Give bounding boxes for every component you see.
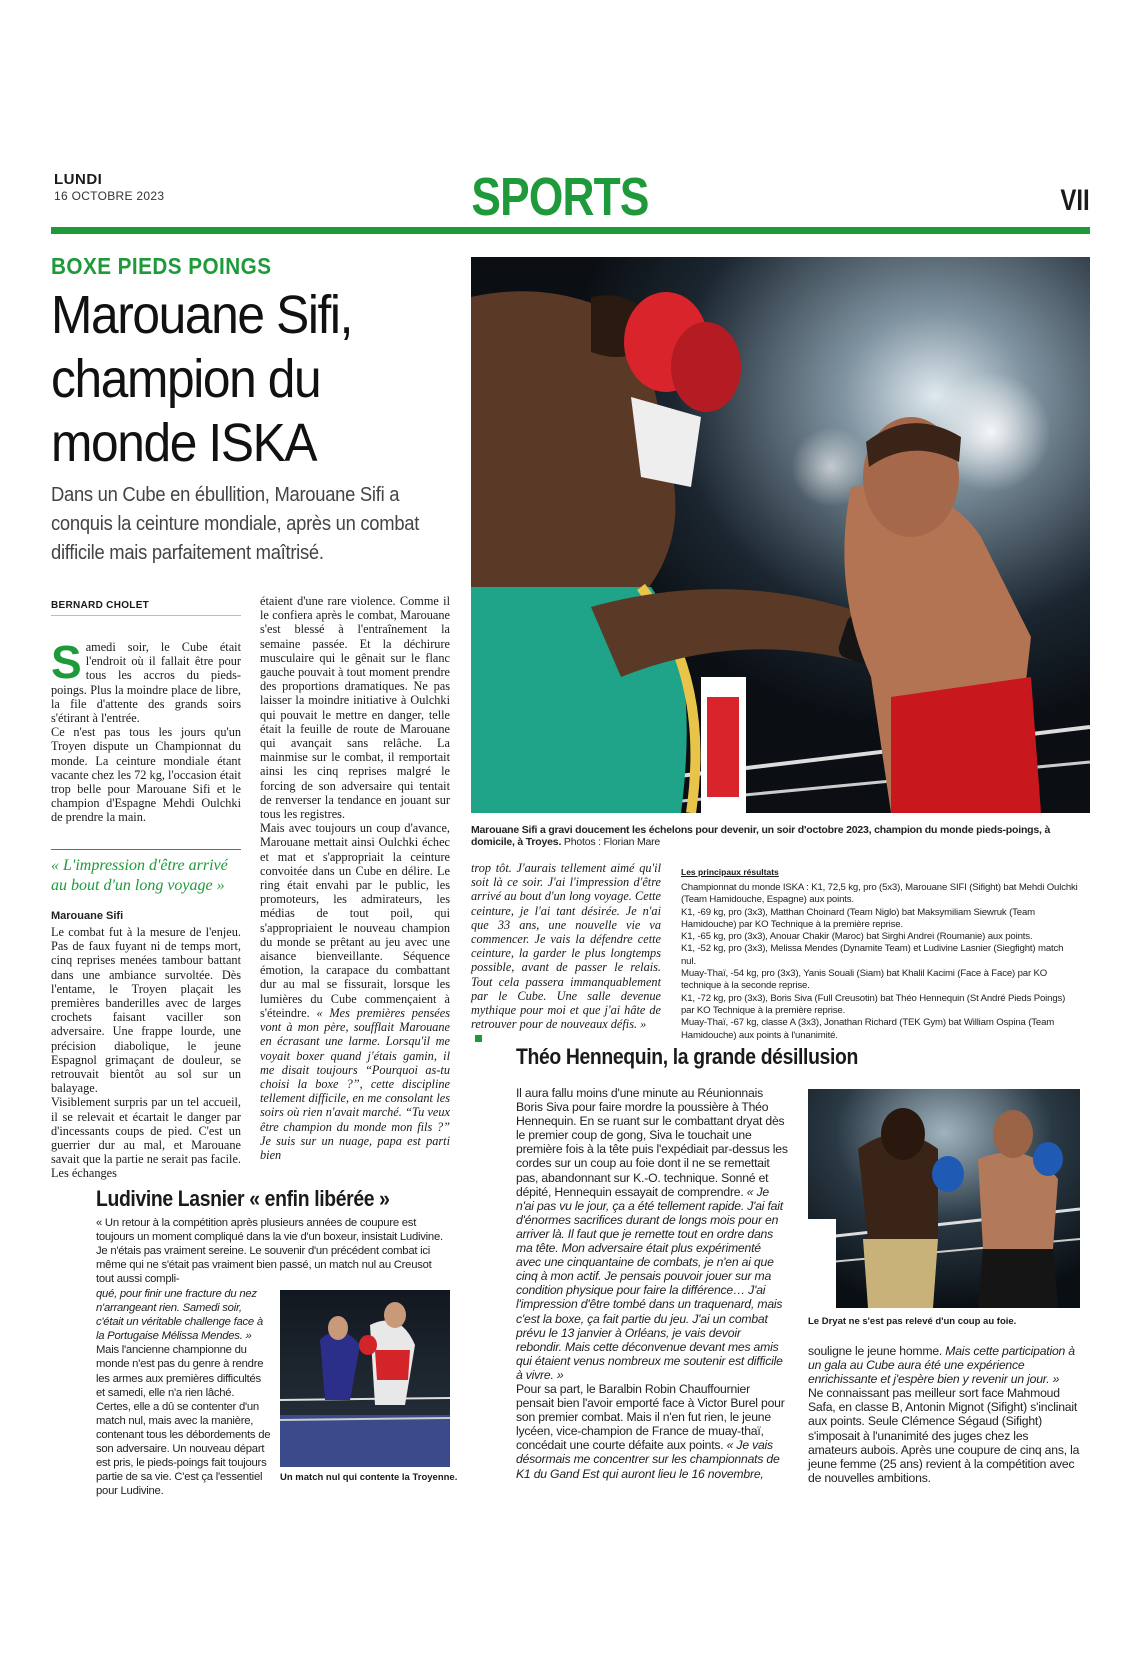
quote-text: trop tôt. J'aurais tellement aimé qu'il soit là ce soir. J'ai l'impression d'être arrivé au bout d'un long voyage. Cette ceinture, je l'ai tant désirée. Je n'ai que 33 ans, une nouvelle vie va commencer. Je vais la défendre cette ceinture, la garder le plus longtemps possible, avant de passer le relais. Tout cela passera immanquablement par le Cube. Une salle devenue mythique pour moi et que j'ai hâte de retrouver pour de nouveaux défis. » xyxy=(471,861,661,1032)
paragraph: Le combat fut à la mesure de l'enjeu. Pas de faux fuyant ni de temps mort, cinq reprises menées tambour battant dans une ambiance survoltée. Dès l'entame, le Troyen plaçait les premières banderilles avec de larges crochets faisant vaciller son adversaire. Une frappe lourde, une précision diabolique, le jeune Espagnol grimaçant de douleur, se retrouvait bientôt au sol sur un balayage. xyxy=(51,925,241,1096)
result-item: K1, -52 kg, pro (3x3), Melissa Mendes (Dynamite Team) et Ludivine Lasnier (Siegfight) match nul. xyxy=(681,943,1064,967)
theo-text-continued xyxy=(808,1344,1080,1485)
paragraph: Ce n'est pas tous les jours qu'un Troyen dispute un Championnat du monde. La ceinture mondiale étant vacante chez les 72 kg, l'occasion était trop belle pour Marouane Sifi et le champion d'Espagne Mehdi Oulchki de prendre la main. xyxy=(51,725,241,825)
header-date: 16 OCTOBRE 2023 xyxy=(54,189,165,203)
paragraph: souligne le jeune homme. xyxy=(808,1344,943,1358)
ludivine-text-top: « Un retour à la compétition après plusieurs années de coupure est toujours un moment compliqué dans la vie d'un boxeur, insistait Ludivine. Je n'étais pas vraiment sereine. Le souvenir d'un précédent combat ici même qui ne s'était pas vraiment bien passé, un match nul au Creusot tout aussi compli- xyxy=(96,1217,443,1286)
ludivine-text xyxy=(96,1287,271,1498)
byline: BERNARD CHOLET xyxy=(51,600,150,611)
quote-text: « Mes premières pensées vont à mon père, soufflait Marouane en écrasant une larme. xyxy=(260,1005,450,1049)
page-number: VII xyxy=(1060,184,1090,217)
photo-credit: Photos : Florian Mare xyxy=(563,836,661,848)
ludivine-photo-illustration xyxy=(280,1290,450,1467)
quote-text: Mais cette participation à un gala au Cube aura été une expérience enrichissante et j'espère bien y revenir un jour. » xyxy=(808,1344,1075,1387)
results-title: Les principaux résultats xyxy=(681,867,779,877)
dropcap: S xyxy=(51,636,82,688)
article-column-1 xyxy=(51,636,241,825)
theo-text xyxy=(516,1086,788,1481)
theo-photo-illustration xyxy=(808,1089,1080,1308)
end-mark-icon xyxy=(475,1035,482,1042)
paragraph: Pour sa part, le Baralbin Robin Chauffournier pensait bien l'avoir emporté face à Victor Burel pour son premier combat. Mais il n'en fut rien, le jeune lycéen, vice-champion de France de muay-thaï, concédait une courte défaite aux points. xyxy=(516,1381,785,1453)
ludivine-photo xyxy=(280,1290,450,1467)
article-headline: Marouane Sifi, champion du monde ISKA xyxy=(51,285,353,473)
main-photo xyxy=(471,257,1090,813)
result-item: Muay-Thaï, -54 kg, pro (3x3), Yanis Souali (Siam) bat Khalil Kacimi (Face à Face) par KO technique à la seconde reprise. xyxy=(681,968,1048,992)
article-column-3 xyxy=(471,861,661,1046)
quote-text: qué, pour finir une fracture du nez n'arrangeant rien. Samedi soir, c'était un véritable challenge face à la Portugaise Mélissa Mendes. » xyxy=(96,1288,263,1343)
result-item: Muay-Thaï, -67 kg, classe A (3x3), Jonathan Richard (TEK Gym) bat William Ospina (Team Hamidouche) aux points à l'unanimité. xyxy=(681,1017,1055,1041)
boxing-photo-illustration xyxy=(471,257,1090,813)
ludivine-title: Ludivine Lasnier « enfin libérée » xyxy=(96,1186,390,1211)
paragraph: étaient d'une rare violence. Comme il le confiera après le combat, Marouane s'est blessé à l'entraînement la semaine passée. Et la déchirure musculaire qui le gênait sur le flanc gauche pouvait à tout moment prendre des proportions dramatiques. Ne pas laisser la moindre initiative à Oulchki qui pouvait le mettre en danger, telle était la feuille de route de Marouane qui avançait sans relâche. La mainmise sur le combat, il remportait ainsi les cinq reprises malgré le forcing de son adversaire qui tentait de renverser la tendance en jouant sur tous les registres. xyxy=(260,594,450,822)
quote-text: « Je vais désormais me concentrer sur les championnats de K1 du Gand Est qui auront lieu le 16 novembre, xyxy=(516,1438,780,1481)
theo-title: Théo Hennequin, la grande désillusion xyxy=(516,1044,858,1069)
paragraph: Il aura fallu moins d'une minute au Réunionnais Boris Siva pour faire mordre la poussière à Théo Hennequin. En se ruant sur le combattant dryat dès le premier coup de gong, Siva le touchait une première fois à la tête puis l'expédiait par-dessus les cordes sur un coup au foie dont il ne se remettait pas, abandonnant sur K.-O. technique. Sonné et dépité, Hennequin essayait de comprendre. xyxy=(516,1086,788,1199)
caption-text: Marouane Sifi a gravi doucement les échelons pour devenir, un soir d'octobre 2023, champion du monde pieds-poings, à domicile, à Troyes. xyxy=(471,824,1051,848)
results-list xyxy=(681,882,1079,1042)
pull-quote-attribution: Marouane Sifi xyxy=(51,910,124,922)
paragraph: Mais l'ancienne championne du monde n'est pas du genre à rendre les armes aux premières difficultés et samedi, elle n'a rien lâché. Certes, elle a dû se contenter d'un match nul, mais avec la manière, contenant tous les débordements de son adversaire. Un nouveau départ est pris, le pieds-poings fait toujours partie de sa vie. C'est ça l'essentiel pour Ludivine. xyxy=(96,1344,271,1498)
theo-photo-caption: Le Dryat ne s'est pas relevé d'un coup au foie. xyxy=(808,1316,1017,1327)
result-item: K1, -69 kg, pro (3x3), Matthan Choinard (Team Niglo) bat Maksymiliam Siewruk (Team Hamidouche) par KO Technique à la première reprise. xyxy=(681,906,1035,930)
byline-rule xyxy=(51,615,241,616)
paragraph: Mais avec toujours un coup d'avance, Marouane mettait ainsi Oulchki échec et mat et s'appropriait la ceinture convoitée dans un Cube en délire. Le ring était envahi par le public, les promoteurs, les admirateurs, les médias de tout poil, qui s'appropriaient le nouveau champion du monde se prêtant au jeu avec une aisance bienveillante. Séquence émotion, la carapace du combattant dur au mal se fissurait, lorsque les lumières du Cube commençaient à s'éteindre. xyxy=(260,821,450,1020)
header-rule xyxy=(51,227,1090,234)
quote-text: « Je n'ai pas vu le jour, ça a été tellement rapide. J'ai fait d'énormes sacrifices durant de longs mois pour en arriver là. Il faut que je remette tout en ordre dans ma tête. Mon adversaire était plus expérimenté avec une cinquantaine de combats, je n'en ai que cinq à mon actif. Je pensais pouvoir jouer sur ma condition physique pour faire la différence… J'ai l'impression d'être tombé dans un traquenard, mais c'est la boxe, ça fait partie du jeu. J'ai un combat prévu le 13 janvier à Orléans, je vais devoir rebondir. Mais cette déconvenue devant mes amis qui étaient venus nombreux me soutenir est difficile à vivre. » xyxy=(516,1184,783,1382)
pull-quote: « L'impression d'être arrivé au bout d'un long voyage » xyxy=(51,849,241,896)
result-item: Championnat du monde ISKA : K1, 72,5 kg, pro (5x3), Marouane SIFI (Sifight) bat Mehdi Oulchki (Team Hamidouche, Espagne) aux points. xyxy=(681,882,1078,906)
section-title: SPORTS xyxy=(471,167,649,227)
paragraph: Visiblement surpris par un tel accueil, il se relevait et écartait le danger par d'incessants coups de pied. C'est un guerrier dur au mal, et Marouane savait que la partie ne serait pas facile. Les échanges xyxy=(51,1095,241,1181)
article-column-1-continued xyxy=(51,925,241,1181)
ludivine-photo-caption: Un match nul qui contente la Troyenne. xyxy=(280,1472,458,1483)
paragraph: amedi soir, le Cube était l'endroit où il fallait être pour tous les accros du pieds-poings. Plus la moindre place de libre, la file d'attente des grands soirs s'étirant à l'entrée. xyxy=(51,640,241,726)
result-item: K1, -72 kg, pro (3x3), Boris Siva (Full Creusotin) bat Théo Hennequin (St André Pieds Poings) par KO Technique à la première reprise. xyxy=(681,992,1066,1016)
main-photo-caption xyxy=(471,824,1090,848)
article-kicker: BOXE PIEDS POINGS xyxy=(51,253,272,279)
header-day: LUNDI xyxy=(54,171,103,188)
article-standfirst: Dans un Cube en ébullition, Marouane Sifi a conquis la ceinture mondiale, après un combat difficile mais parfaitement maîtrisé. xyxy=(51,484,420,564)
result-item: K1, -65 kg, pro (3x3), Anouar Chakir (Maroc) bat Sirghi Andrei (Roumanie) aux points. xyxy=(681,931,1033,943)
paragraph: Ne connaissant pas meilleur sort face Mahmoud Safa, en classe B, Antonin Mignot (Sifight) s'inclinait aux points. Seule Clémence Ségaud (Sifight) s'imposait à l'unanimité des juges chez les amateurs aubois. Après une coupure de cinq ans, la jeune femme (25 ans) revient à la compétition avec de nouvelles ambitions. xyxy=(808,1386,1080,1485)
quote-text: Lorsqu'il me voyait boxer quand j'étais gamin, il me disait toujours “Pourquoi as-tu choisi la boxe ?”, cette discipline tellement difficile, en me consolant les soirs où rien n'avait marché. “Tu veux être champion du monde mon fils ?” Je suis sur un nuage, papa est parti bien xyxy=(260,1034,450,1162)
article-column-2 xyxy=(260,594,450,1162)
theo-photo xyxy=(808,1089,1080,1308)
